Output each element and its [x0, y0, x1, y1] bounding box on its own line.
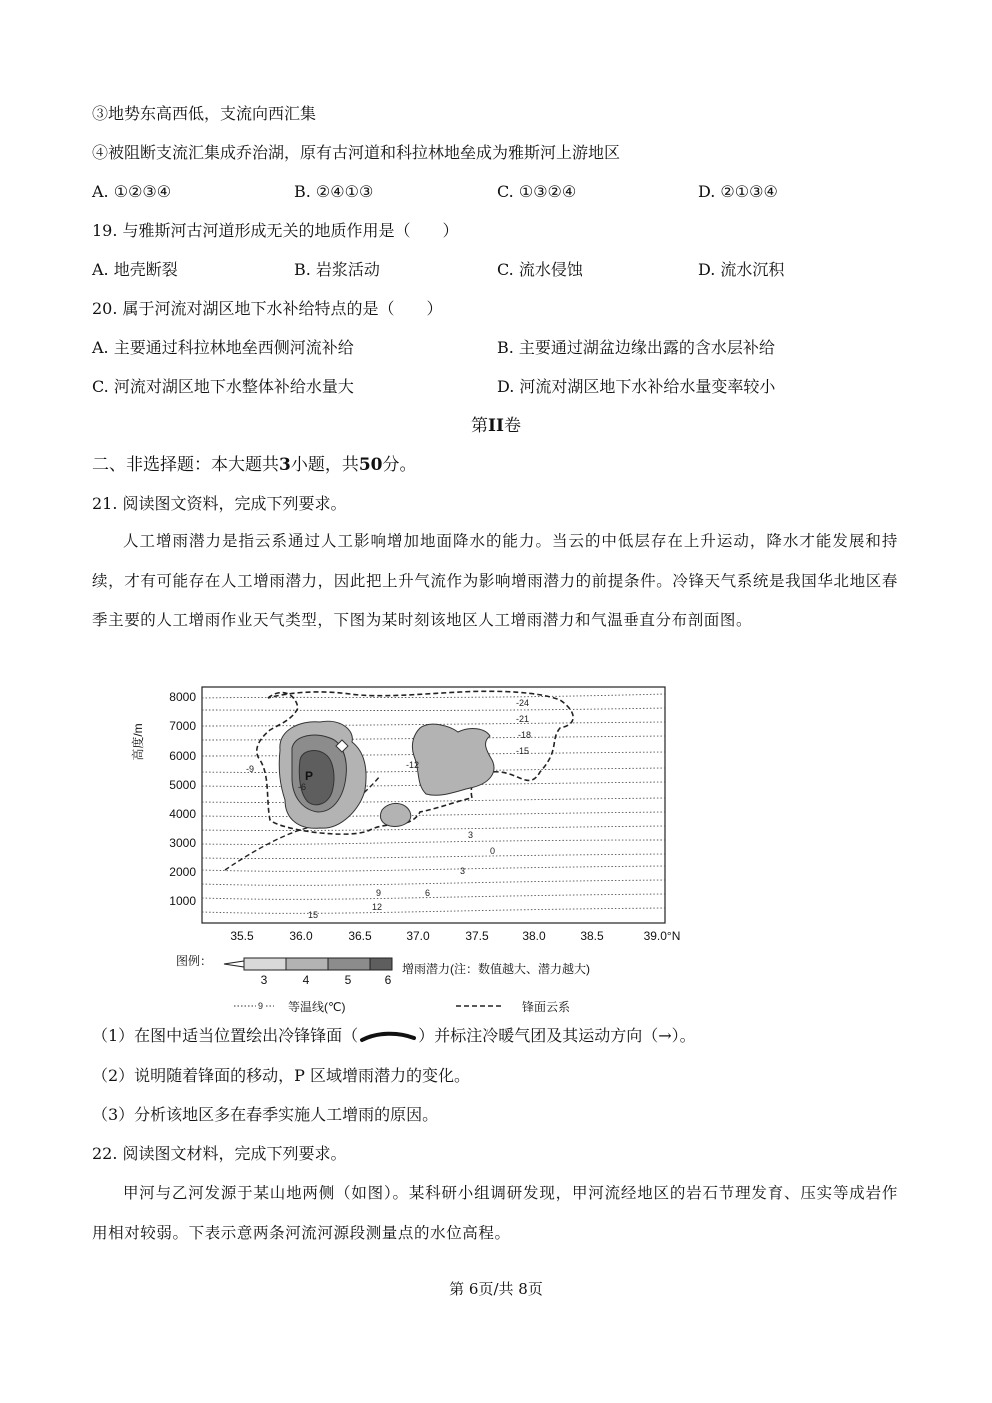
q21-sub1-text: （1）在图中适当位置绘出冷锋锋面（ — [92, 1026, 359, 1045]
section-heading-score: 50 — [358, 455, 383, 475]
q21-sub2: （2）说明随着锋面的移动，P 区域增雨潜力的变化。 — [92, 1066, 471, 1085]
q19-option-c: C. 流水侵蚀 — [497, 260, 583, 279]
isotherm-label: 6 — [425, 888, 431, 898]
legend-isotherm-sample: 9 — [258, 1001, 264, 1011]
y-tick: 5000 — [169, 778, 196, 792]
q21-sub1-text-b: ）并标注冷暖气团及其运动方向（→）。 — [418, 1026, 696, 1045]
section-heading-a: 二、非选择题：本大题共 — [92, 455, 279, 475]
y-tick: 4000 — [169, 807, 196, 821]
q21-sub1 — [92, 1026, 696, 1046]
q21-stem: 21. 阅读图文资料，完成下列要求。 — [92, 494, 347, 513]
y-tick: 1000 — [169, 894, 196, 908]
page-footer: 第 6页/共 8页 — [449, 1280, 543, 1298]
q21-sub3: （3）分析该地区多在春季实施人工增雨的原因。 — [92, 1105, 439, 1124]
region-level-4-small — [380, 803, 410, 826]
isotherm-label: 9 — [376, 888, 382, 898]
q19-option-d: D. 流水沉积 — [698, 260, 785, 279]
section-heading-c: 分。 — [382, 455, 417, 475]
legend-ramp-tip — [224, 961, 244, 967]
x-tick-labels — [230, 929, 680, 943]
q20-stem: 20. 属于河流对湖区地下水补给特点的是（ ） — [92, 299, 443, 318]
x-tick: 36.0 — [289, 929, 313, 943]
isotherm-label: -18 — [518, 730, 532, 740]
section-title — [0, 415, 992, 437]
q18-item-3: ③地势东高西低，支流向西汇集 — [92, 104, 317, 123]
q18-option-a: A. ①②③④ — [92, 182, 172, 201]
isotherm-label: -24 — [516, 698, 530, 708]
section-heading-count: 3 — [279, 455, 291, 475]
isotherm-label: 3 — [468, 830, 474, 840]
q18-option-c: C. ①③②④ — [497, 182, 577, 201]
y-tick: 3000 — [169, 836, 196, 850]
q20-option-a: A. 主要通过科拉林地垒西侧河流补给 — [92, 338, 354, 357]
x-tick: 39.0°N — [643, 929, 681, 943]
q19-stem: 19. 与雅斯河古河道形成无关的地质作用是（ ） — [92, 221, 459, 240]
legend-value-labels — [261, 973, 392, 987]
q18-option-b: B. ②④①③ — [294, 182, 374, 201]
q19-option-a: A. 地壳断裂 — [92, 260, 178, 279]
rain-potential-profile-figure — [120, 680, 720, 1020]
cold-front-symbol-icon — [358, 1030, 418, 1044]
q21-passage: 人工增雨潜力是指云系通过人工影响增加地面降水的能力。当云的中低层存在上升运动，降水才能发展和持续，才有可能存在人工增雨潜力，因此把上升气流作为影响增雨潜力的前提条件。冷锋天气系统是我国华北地区春季主要的人工增雨作业天气类型，下图为某时刻该地区人工增雨潜力和气温垂直分布剖面图。 — [92, 532, 898, 629]
y-tick: 8000 — [169, 690, 196, 704]
isotherm-label: -21 — [516, 714, 530, 724]
section-title-suffix: 卷 — [503, 416, 521, 436]
isotherm-label: -15 — [516, 746, 530, 756]
plot-frame — [202, 687, 665, 923]
x-tick: 37.0 — [406, 929, 430, 943]
y-tick-labels — [169, 690, 196, 908]
legend-swatch-6 — [370, 958, 392, 970]
y-tick: 7000 — [169, 719, 196, 733]
q19-option-b: B. 岩浆活动 — [294, 260, 380, 279]
q20-option-c: C. 河流对湖区地下水整体补给水量大 — [92, 377, 354, 396]
legend-value: 4 — [302, 973, 310, 987]
x-tick: 38.5 — [580, 929, 604, 943]
section-title-roman: II — [488, 416, 504, 436]
q22-stem: 22. 阅读图文材料，完成下列要求。 — [92, 1144, 347, 1163]
isotherm-label: 15 — [308, 910, 319, 920]
section-heading — [92, 455, 417, 475]
x-tick: 35.5 — [230, 929, 254, 943]
isotherm-label: 0 — [490, 846, 496, 856]
isotherm-label: 12 — [372, 902, 383, 912]
q22-passage: 甲河与乙河发源于某山地两侧（如图）。某科研小组调研发现，甲河流经地区的岩石节理发育、压实等成岩作用相对较弱。下表示意两条河流河源段测量点的水位高程。 — [92, 1184, 898, 1242]
legend-value: 3 — [260, 973, 268, 987]
x-tick: 37.5 — [465, 929, 489, 943]
region-level-4-right — [412, 724, 494, 795]
y-tick: 2000 — [169, 865, 196, 879]
x-tick: 38.0 — [522, 929, 546, 943]
legend-title: 图例： — [176, 954, 213, 968]
isotherm-label: 3 — [460, 866, 466, 876]
section-title-prefix: 第 — [471, 416, 489, 436]
legend-swatch-3 — [244, 958, 286, 970]
q20-option-b: B. 主要通过湖盆边缘出露的含水层补给 — [497, 338, 775, 357]
legend-swatch-5 — [328, 958, 370, 970]
y-axis-label: 高度/m — [131, 723, 145, 761]
legend-swatch-4 — [286, 958, 328, 970]
isotherm-label: -6 — [298, 782, 307, 792]
legend-value: 6 — [384, 973, 392, 987]
q18-item-4: ④被阻断支流汇集成乔治湖，原有古河道和科拉林地垒成为雅斯河上游地区 — [92, 143, 621, 162]
q18-option-d: D. ②①③④ — [698, 182, 778, 201]
legend-isotherm-label: 等温线(℃) — [288, 1000, 346, 1014]
x-tick: 36.5 — [348, 929, 372, 943]
region-p-label: P — [305, 769, 314, 783]
legend-front-label: 锋面云系 — [522, 1000, 571, 1014]
y-tick: 6000 — [169, 749, 196, 763]
section-heading-b: 小题，共 — [290, 455, 359, 475]
q20-option-d: D. 河流对湖区地下水补给水量变率较小 — [497, 377, 776, 396]
isotherm-label: -12 — [406, 760, 420, 770]
legend-value: 5 — [344, 973, 352, 987]
legend-fill-desc: 增雨潜力(注：数值越大、潜力越大) — [402, 962, 590, 976]
isotherm-label: -9 — [246, 764, 255, 774]
